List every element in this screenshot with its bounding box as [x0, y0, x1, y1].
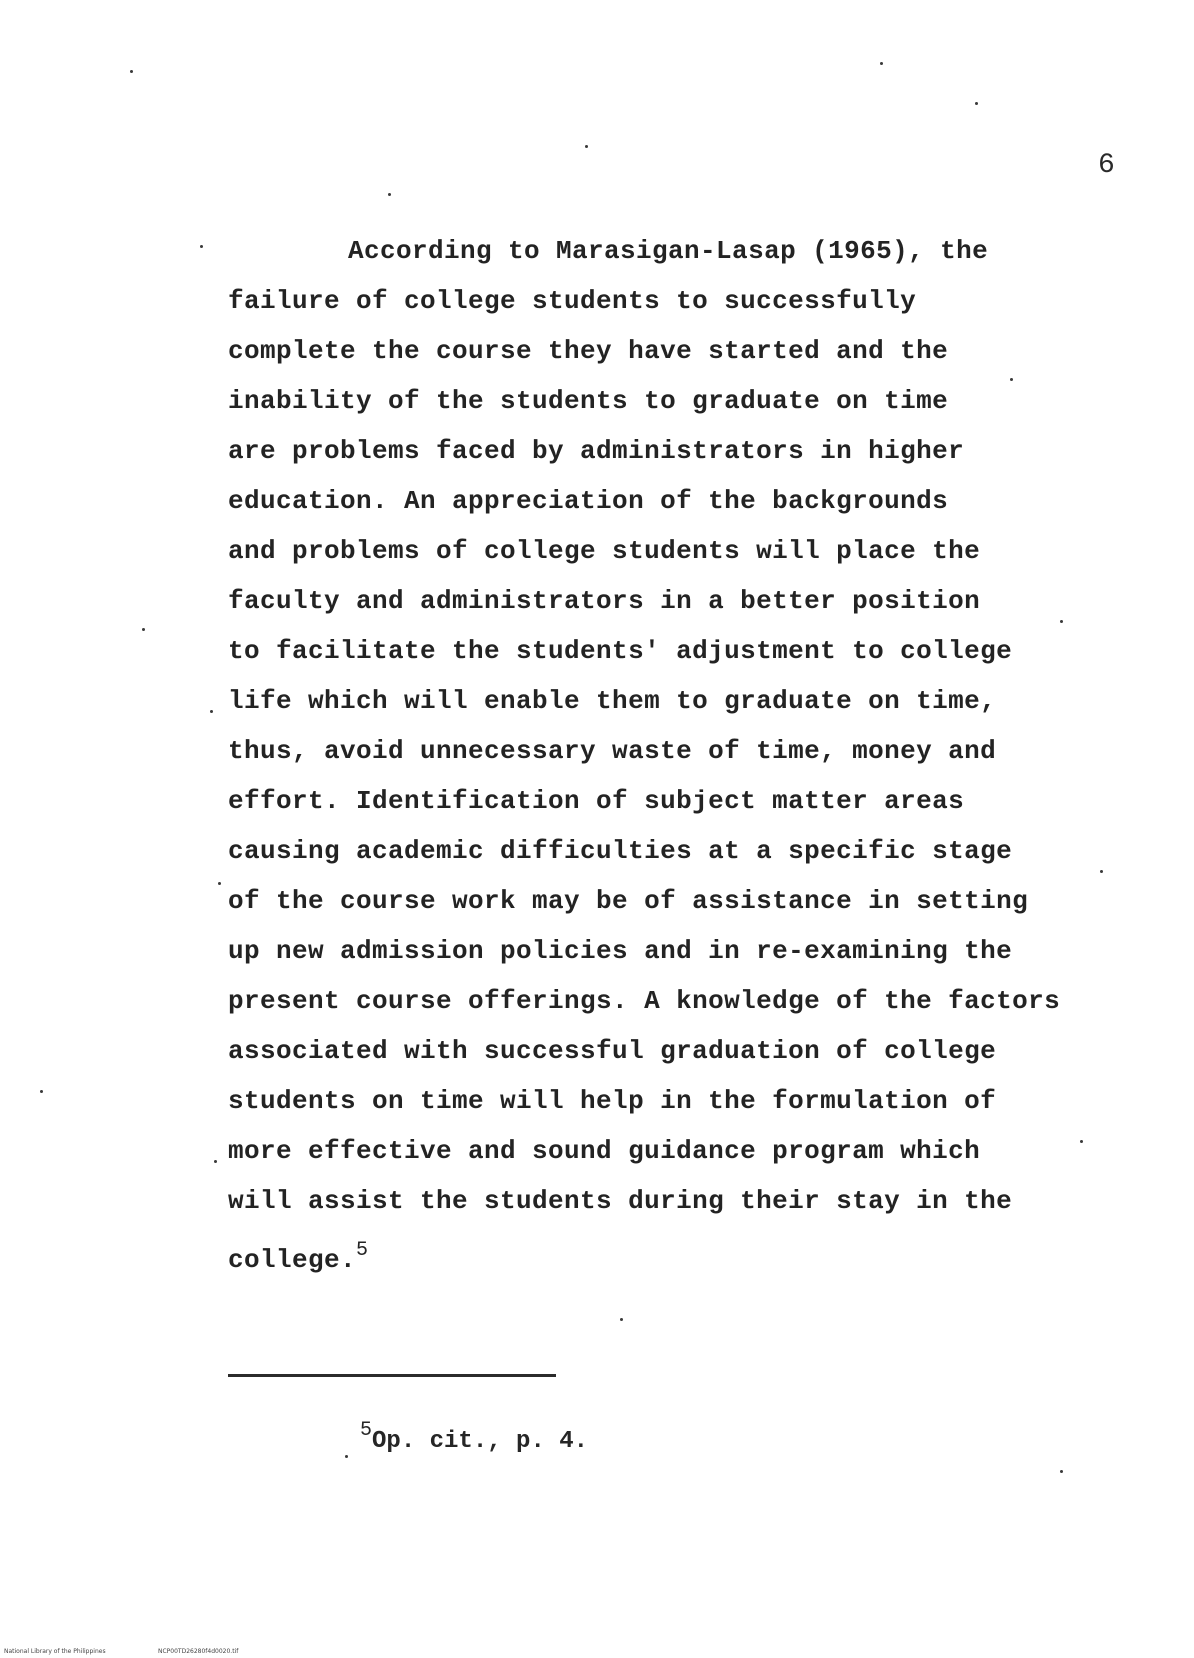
scan-speck	[200, 245, 203, 248]
footnote-marker: 5	[360, 1419, 373, 1442]
footnote	[360, 1416, 588, 1457]
scan-speck	[388, 193, 391, 196]
paragraph-line: inability of the students to graduate on time	[228, 386, 949, 416]
scan-speck	[1080, 1140, 1083, 1143]
scan-speck	[1060, 1470, 1063, 1473]
page-number: 6	[1098, 150, 1115, 181]
paragraph-line: to facilitate the students' adjustment to college	[228, 636, 1013, 666]
paragraph-line: up new admission policies and in re-examining the	[228, 936, 1013, 966]
scan-speck	[210, 710, 213, 713]
scan-speck	[880, 62, 883, 65]
paragraph-line: present course offerings. A knowledge of the factors	[228, 986, 1061, 1016]
scan-speck	[130, 70, 133, 73]
paragraph-line: causing academic difficulties at a specific stage	[228, 836, 1013, 866]
scan-speck	[620, 1318, 623, 1321]
paragraph-line: are problems faced by administrators in higher	[228, 436, 965, 466]
scan-speck	[1060, 620, 1063, 623]
scan-speck	[40, 1090, 43, 1093]
paragraph-line: of the course work may be of assistance in setting	[228, 886, 1029, 916]
library-credit: National Library of the Philippines	[4, 1648, 106, 1655]
scan-speck	[142, 628, 145, 631]
paragraph-line: life which will enable them to graduate on time,	[228, 686, 997, 716]
scan-speck	[218, 882, 221, 885]
scan-speck	[1010, 378, 1013, 381]
scan-speck	[975, 102, 978, 105]
paragraph-line: effort. Identification of subject matter areas	[228, 786, 965, 816]
paragraph-line: associated with successful graduation of college	[228, 1036, 997, 1066]
paragraph-line: students on time will help in the formulation of	[228, 1086, 997, 1116]
scan-file-id: NCP00TD26280f4d0020.tif	[158, 1648, 239, 1655]
paragraph-line: According to Marasigan-Lasap (1965), the	[348, 236, 989, 266]
scan-speck	[214, 1160, 217, 1163]
paragraph-line: complete the course they have started and the	[228, 336, 949, 366]
scan-speck	[585, 145, 588, 148]
scan-speck	[1100, 870, 1103, 873]
footnote-reference: 5	[356, 1239, 369, 1262]
footnote-text: Op. cit., p. 4.	[372, 1428, 589, 1455]
paragraph-line: faculty and administrators in a better position	[228, 586, 981, 616]
scan-footer	[0, 1644, 1194, 1658]
paragraph-last-line	[228, 1234, 368, 1277]
scan-speck	[345, 1455, 348, 1458]
footnote-separator	[228, 1374, 556, 1377]
paragraph-line: thus, avoid unnecessary waste of time, money and	[228, 736, 997, 766]
paragraph-line: and problems of college students will place the	[228, 536, 981, 566]
paragraph-line: more effective and sound guidance program which	[228, 1136, 981, 1166]
paragraph-line: failure of college students to successfully	[228, 286, 917, 316]
paragraph-line: college.	[228, 1245, 357, 1275]
paragraph-line: will assist the students during their stay in the	[228, 1186, 1013, 1216]
paragraph-line: education. An appreciation of the backgrounds	[228, 486, 949, 516]
